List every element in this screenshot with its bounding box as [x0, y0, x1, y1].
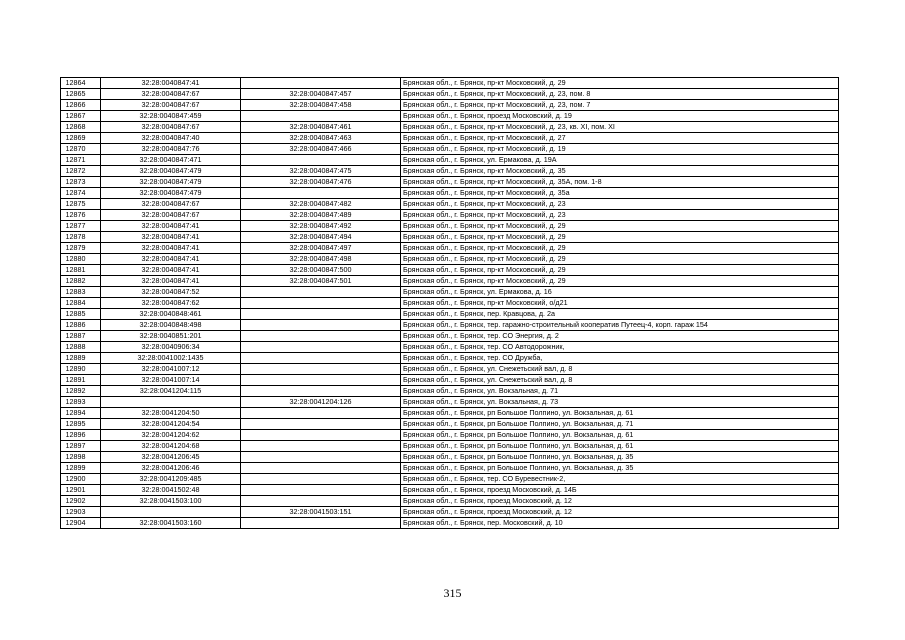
address-cell: Брянская обл., г. Брянск, ул. Ермакова, д. 16	[401, 287, 839, 298]
building-number-cell	[241, 485, 401, 496]
table-row	[61, 287, 839, 298]
parcel-number-cell: 32:28:0040851:201	[101, 331, 241, 342]
building-number-cell: 32:28:0040847:497	[241, 243, 401, 254]
cadastral-table	[60, 77, 839, 529]
building-number-cell	[241, 111, 401, 122]
table-row	[61, 474, 839, 485]
parcel-number-cell: 32:28:0040847:67	[101, 199, 241, 210]
table-row	[61, 430, 839, 441]
row-number-cell: 12876	[61, 210, 101, 221]
row-number-cell: 12902	[61, 496, 101, 507]
address-cell: Брянская обл., г. Брянск, тер. СО Автодорожник,	[401, 342, 839, 353]
row-number-cell: 12894	[61, 408, 101, 419]
parcel-number-cell	[101, 507, 241, 518]
building-number-cell: 32:28:0040847:461	[241, 122, 401, 133]
address-cell: Брянская обл., г. Брянск, пр-кт Московский, д. 29	[401, 221, 839, 232]
parcel-number-cell: 32:28:0041204:115	[101, 386, 241, 397]
row-number-cell: 12877	[61, 221, 101, 232]
parcel-number-cell: 32:28:0040847:76	[101, 144, 241, 155]
parcel-number-cell: 32:28:0040847:67	[101, 122, 241, 133]
table-row	[61, 265, 839, 276]
table-row	[61, 309, 839, 320]
building-number-cell	[241, 419, 401, 430]
row-number-cell: 12880	[61, 254, 101, 265]
address-cell: Брянская обл., г. Брянск, рп Большое Полпино, ул. Вокзальная, д. 61	[401, 430, 839, 441]
address-cell: Брянская обл., г. Брянск, пр-кт Московский, д. 23	[401, 199, 839, 210]
building-number-cell	[241, 78, 401, 89]
row-number-cell: 12891	[61, 375, 101, 386]
parcel-number-cell: 32:28:0041204:50	[101, 408, 241, 419]
address-cell: Брянская обл., г. Брянск, пр-кт Московский, д. 29	[401, 78, 839, 89]
address-cell: Брянская обл., г. Брянск, пр-кт Московский, д. 23, пом. 8	[401, 89, 839, 100]
address-cell: Брянская обл., г. Брянск, тер. СО Дружба,	[401, 353, 839, 364]
parcel-number-cell: 32:28:0041206:46	[101, 463, 241, 474]
table-row	[61, 342, 839, 353]
parcel-number-cell	[101, 397, 241, 408]
table-row	[61, 452, 839, 463]
building-number-cell: 32:28:0040847:494	[241, 232, 401, 243]
address-cell: Брянская обл., г. Брянск, пр-кт Московский, д. 27	[401, 133, 839, 144]
parcel-number-cell: 32:28:0041502:48	[101, 485, 241, 496]
table-row	[61, 276, 839, 287]
parcel-number-cell: 32:28:0040847:52	[101, 287, 241, 298]
row-number-cell: 12896	[61, 430, 101, 441]
building-number-cell: 32:28:0041503:151	[241, 507, 401, 518]
table-row	[61, 78, 839, 89]
parcel-number-cell: 32:28:0040847:479	[101, 188, 241, 199]
table-row	[61, 485, 839, 496]
building-number-cell	[241, 188, 401, 199]
row-number-cell: 12890	[61, 364, 101, 375]
parcel-number-cell: 32:28:0040848:461	[101, 309, 241, 320]
building-number-cell	[241, 331, 401, 342]
building-number-cell: 32:28:0040847:501	[241, 276, 401, 287]
table-row	[61, 177, 839, 188]
table-row	[61, 320, 839, 331]
table-row	[61, 166, 839, 177]
row-number-cell: 12874	[61, 188, 101, 199]
address-cell: Брянская обл., г. Брянск, пр-кт Московский, д. 23, кв. XI, пом. XI	[401, 122, 839, 133]
parcel-number-cell: 32:28:0040847:479	[101, 166, 241, 177]
row-number-cell: 12903	[61, 507, 101, 518]
parcel-number-cell: 32:28:0041007:12	[101, 364, 241, 375]
row-number-cell: 12897	[61, 441, 101, 452]
parcel-number-cell: 32:28:0040848:498	[101, 320, 241, 331]
building-number-cell	[241, 298, 401, 309]
table-row	[61, 221, 839, 232]
building-number-cell	[241, 441, 401, 452]
table-row	[61, 408, 839, 419]
building-number-cell: 32:28:0040847:458	[241, 100, 401, 111]
address-cell: Брянская обл., г. Брянск, ул. Снежетьский вал, д. 8	[401, 375, 839, 386]
row-number-cell: 12889	[61, 353, 101, 364]
row-number-cell: 12898	[61, 452, 101, 463]
address-cell: Брянская обл., г. Брянск, пр-кт Московский, д. 29	[401, 243, 839, 254]
address-cell: Брянская обл., г. Брянск, пр-кт Московский, д. 19	[401, 144, 839, 155]
building-number-cell: 32:28:0041204:126	[241, 397, 401, 408]
parcel-number-cell: 32:28:0040847:40	[101, 133, 241, 144]
parcel-number-cell: 32:28:0041002:1435	[101, 353, 241, 364]
parcel-number-cell: 32:28:0041206:45	[101, 452, 241, 463]
building-number-cell: 32:28:0040847:466	[241, 144, 401, 155]
building-number-cell	[241, 309, 401, 320]
address-cell: Брянская обл., г. Брянск, пр-кт Московский, д. 29	[401, 265, 839, 276]
address-cell: Брянская обл., г. Брянск, ул. Снежетьский вал, д. 8	[401, 364, 839, 375]
row-number-cell: 12888	[61, 342, 101, 353]
row-number-cell: 12904	[61, 518, 101, 529]
row-number-cell: 12885	[61, 309, 101, 320]
building-number-cell	[241, 287, 401, 298]
table-row	[61, 298, 839, 309]
building-number-cell	[241, 320, 401, 331]
parcel-number-cell: 32:28:0040847:41	[101, 232, 241, 243]
address-cell: Брянская обл., г. Брянск, проезд Московский, д. 12	[401, 507, 839, 518]
address-cell: Брянская обл., г. Брянск, пр-кт Московский, д. 29	[401, 254, 839, 265]
address-cell: Брянская обл., г. Брянск, тер. СО Энергия, д. 2	[401, 331, 839, 342]
parcel-number-cell: 32:28:0040847:41	[101, 254, 241, 265]
row-number-cell: 12882	[61, 276, 101, 287]
building-number-cell	[241, 155, 401, 166]
table-row	[61, 419, 839, 430]
building-number-cell: 32:28:0040847:489	[241, 210, 401, 221]
table-row	[61, 133, 839, 144]
parcel-number-cell: 32:28:0040847:41	[101, 243, 241, 254]
table-row	[61, 188, 839, 199]
building-number-cell	[241, 375, 401, 386]
table-row	[61, 441, 839, 452]
table-row	[61, 199, 839, 210]
address-cell: Брянская обл., г. Брянск, пр-кт Московский, д. 29	[401, 276, 839, 287]
parcel-number-cell: 32:28:0040906:34	[101, 342, 241, 353]
table-row	[61, 122, 839, 133]
parcel-number-cell: 32:28:0040847:41	[101, 78, 241, 89]
parcel-number-cell: 32:28:0040847:41	[101, 265, 241, 276]
address-cell: Брянская обл., г. Брянск, пр-кт Московский, д. 29	[401, 232, 839, 243]
row-number-cell: 12893	[61, 397, 101, 408]
row-number-cell: 12900	[61, 474, 101, 485]
row-number-cell: 12878	[61, 232, 101, 243]
row-number-cell: 12866	[61, 100, 101, 111]
parcel-number-cell: 32:28:0041204:62	[101, 430, 241, 441]
building-number-cell	[241, 430, 401, 441]
building-number-cell	[241, 463, 401, 474]
building-number-cell: 32:28:0040847:463	[241, 133, 401, 144]
parcel-number-cell: 32:28:0041503:160	[101, 518, 241, 529]
parcel-number-cell: 32:28:0040847:67	[101, 89, 241, 100]
building-number-cell	[241, 408, 401, 419]
building-number-cell	[241, 364, 401, 375]
address-cell: Брянская обл., г. Брянск, пер. Московский, д. 10	[401, 518, 839, 529]
table-row	[61, 232, 839, 243]
address-cell: Брянская обл., г. Брянск, проезд Московский, д. 19	[401, 111, 839, 122]
row-number-cell: 12886	[61, 320, 101, 331]
parcel-number-cell: 32:28:0041204:68	[101, 441, 241, 452]
building-number-cell	[241, 518, 401, 529]
address-cell: Брянская обл., г. Брянск, пр-кт Московский, д. 35	[401, 166, 839, 177]
address-cell: Брянская обл., г. Брянск, проезд Московский, д. 14Б	[401, 485, 839, 496]
row-number-cell: 12881	[61, 265, 101, 276]
building-number-cell: 32:28:0040847:476	[241, 177, 401, 188]
address-cell: Брянская обл., г. Брянск, рп Большое Полпино, ул. Вокзальная, д. 61	[401, 408, 839, 419]
table-row	[61, 111, 839, 122]
parcel-number-cell: 32:28:0040847:67	[101, 210, 241, 221]
address-cell: Брянская обл., г. Брянск, ул. Ермакова, д. 19А	[401, 155, 839, 166]
row-number-cell: 12892	[61, 386, 101, 397]
table-row	[61, 155, 839, 166]
table-row	[61, 243, 839, 254]
address-cell: Брянская обл., г. Брянск, рп Большое Полпино, ул. Вокзальная, д. 35	[401, 452, 839, 463]
table-row	[61, 375, 839, 386]
parcel-number-cell: 32:28:0041007:14	[101, 375, 241, 386]
parcel-number-cell: 32:28:0040847:459	[101, 111, 241, 122]
row-number-cell: 12899	[61, 463, 101, 474]
parcel-number-cell: 32:28:0040847:41	[101, 221, 241, 232]
row-number-cell: 12869	[61, 133, 101, 144]
table-row	[61, 463, 839, 474]
row-number-cell: 12901	[61, 485, 101, 496]
table-row	[61, 89, 839, 100]
table-row	[61, 518, 839, 529]
table-row	[61, 100, 839, 111]
table-row	[61, 397, 839, 408]
page-number: 315	[443, 586, 462, 600]
address-cell: Брянская обл., г. Брянск, пр-кт Московский, о/д21	[401, 298, 839, 309]
row-number-cell: 12871	[61, 155, 101, 166]
table-row	[61, 364, 839, 375]
parcel-number-cell: 32:28:0041503:100	[101, 496, 241, 507]
address-cell: Брянская обл., г. Брянск, пр-кт Московский, д. 35а	[401, 188, 839, 199]
parcel-number-cell: 32:28:0040847:41	[101, 276, 241, 287]
row-number-cell: 12884	[61, 298, 101, 309]
building-number-cell: 32:28:0040847:457	[241, 89, 401, 100]
address-cell: Брянская обл., г. Брянск, ул. Вокзальная, д. 71	[401, 386, 839, 397]
building-number-cell	[241, 474, 401, 485]
table-row	[61, 331, 839, 342]
parcel-number-cell: 32:28:0041209:485	[101, 474, 241, 485]
parcel-number-cell: 32:28:0040847:62	[101, 298, 241, 309]
parcel-number-cell: 32:28:0041204:54	[101, 419, 241, 430]
address-cell: Брянская обл., г. Брянск, проезд Московский, д. 12	[401, 496, 839, 507]
parcel-number-cell: 32:28:0040847:67	[101, 100, 241, 111]
address-cell: Брянская обл., г. Брянск, пр-кт Московский, д. 35А, пом. 1-8	[401, 177, 839, 188]
address-cell: Брянская обл., г. Брянск, пер. Кравцова, д. 2а	[401, 309, 839, 320]
building-number-cell	[241, 386, 401, 397]
building-number-cell	[241, 353, 401, 364]
address-cell: Брянская обл., г. Брянск, рп Большое Полпино, ул. Вокзальная, д. 61	[401, 441, 839, 452]
building-number-cell: 32:28:0040847:475	[241, 166, 401, 177]
building-number-cell: 32:28:0040847:482	[241, 199, 401, 210]
address-cell: Брянская обл., г. Брянск, пр-кт Московский, д. 23	[401, 210, 839, 221]
building-number-cell	[241, 496, 401, 507]
address-cell: Брянская обл., г. Брянск, тер. СО Буревестник-2,	[401, 474, 839, 485]
parcel-number-cell: 32:28:0040847:471	[101, 155, 241, 166]
address-cell: Брянская обл., г. Брянск, рп Большое Полпино, ул. Вокзальная, д. 35	[401, 463, 839, 474]
row-number-cell: 12895	[61, 419, 101, 430]
address-cell: Брянская обл., г. Брянск, тер. гаражно-строительный кооператив Путеец-4, корп. гараж 154	[401, 320, 839, 331]
building-number-cell	[241, 452, 401, 463]
building-number-cell: 32:28:0040847:492	[241, 221, 401, 232]
row-number-cell: 12870	[61, 144, 101, 155]
building-number-cell: 32:28:0040847:500	[241, 265, 401, 276]
row-number-cell: 12883	[61, 287, 101, 298]
cadastral-table-body	[61, 78, 839, 529]
row-number-cell: 12868	[61, 122, 101, 133]
building-number-cell: 32:28:0040847:498	[241, 254, 401, 265]
table-row	[61, 254, 839, 265]
table-row	[61, 353, 839, 364]
table-row	[61, 496, 839, 507]
row-number-cell: 12879	[61, 243, 101, 254]
building-number-cell	[241, 342, 401, 353]
row-number-cell: 12873	[61, 177, 101, 188]
row-number-cell: 12864	[61, 78, 101, 89]
table-row	[61, 507, 839, 518]
address-cell: Брянская обл., г. Брянск, рп Большое Полпино, ул. Вокзальная, д. 71	[401, 419, 839, 430]
row-number-cell: 12887	[61, 331, 101, 342]
row-number-cell: 12875	[61, 199, 101, 210]
row-number-cell: 12867	[61, 111, 101, 122]
table-row	[61, 210, 839, 221]
row-number-cell: 12865	[61, 89, 101, 100]
address-cell: Брянская обл., г. Брянск, пр-кт Московский, д. 23, пом. 7	[401, 100, 839, 111]
row-number-cell: 12872	[61, 166, 101, 177]
address-cell: Брянская обл., г. Брянск, ул. Вокзальная, д. 73	[401, 397, 839, 408]
table-row	[61, 386, 839, 397]
parcel-number-cell: 32:28:0040847:479	[101, 177, 241, 188]
table-row	[61, 144, 839, 155]
